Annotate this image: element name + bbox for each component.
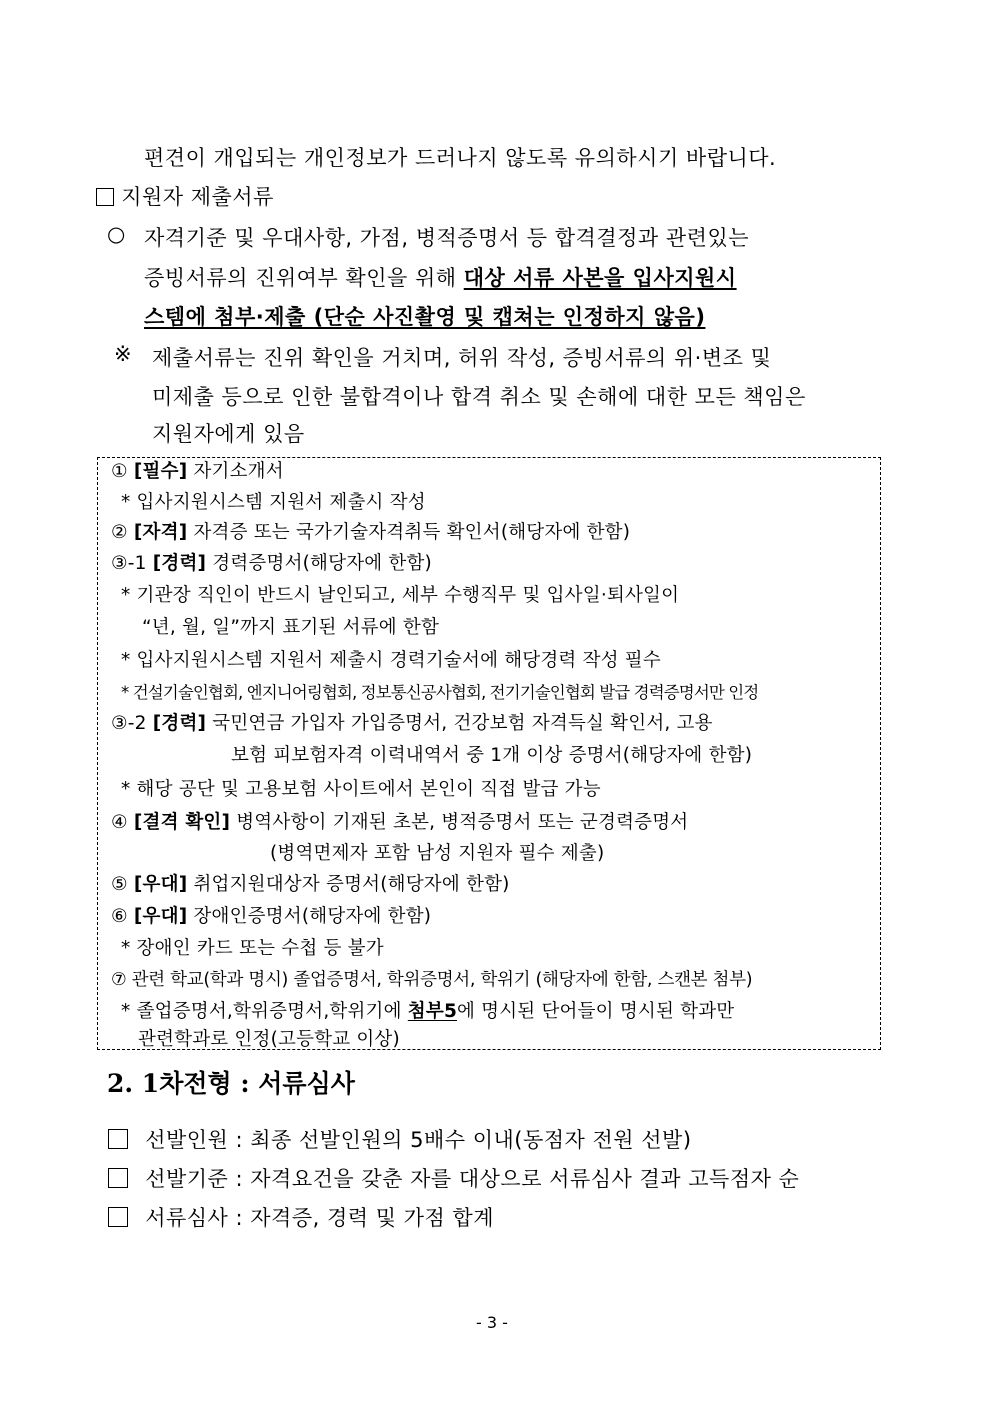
item-1-text: 자기소개서 xyxy=(193,461,284,482)
item-3-2-tag: [경력] xyxy=(152,713,207,734)
section-2-item-1 xyxy=(108,1124,692,1154)
item-3-2-sub xyxy=(121,775,601,801)
item-3-2 xyxy=(111,709,713,735)
checkbox-icon xyxy=(108,1129,128,1149)
documents-line-1: 자격기준 및 우대사항, 가점, 병적증명서 등 합격결정과 관련있는 xyxy=(144,226,750,250)
item-4-number: ④ xyxy=(111,812,128,833)
item-7-sub-bold: 첨부5 xyxy=(407,1001,458,1022)
item-1-number: ① xyxy=(111,461,128,482)
item-4-cont: (병역면제자 포함 남성 지원자 필수 제출) xyxy=(270,843,605,864)
section-2-item-2 xyxy=(108,1163,799,1193)
item-2-number: ② xyxy=(111,522,128,543)
checkbox-icon xyxy=(108,1168,128,1188)
item-4-text: 병역사항이 기재된 초본, 병적증명서 또는 군경력증명서 xyxy=(236,812,689,833)
circle-bullet-icon: ○ xyxy=(107,222,126,246)
section-2-item-1-text: 선발인원 : 최종 선발인원의 5배수 이내(동점자 전원 선발) xyxy=(145,1128,692,1152)
item-6-text: 장애인증명서(해당자에 한함) xyxy=(193,906,432,927)
item-3-1-sub-2-text: 입사지원시스템 지원서 제출시 경력기술서에 해당경력 작성 필수 xyxy=(136,650,661,671)
item-3-1-tag: [경력] xyxy=(152,553,207,574)
documents-section-title xyxy=(96,181,274,211)
item-6 xyxy=(111,902,431,928)
star-icon: * xyxy=(121,779,131,800)
item-6-sub xyxy=(121,934,384,960)
item-7-text: 관련 학교(학과 명시) 졸업증명서, 학위증명서, 학위기 (해당자에 한함, 스캔본 첨부) xyxy=(131,970,753,990)
item-1 xyxy=(111,457,284,483)
item-5 xyxy=(111,870,510,896)
item-3-2-sub-text: 해당 공단 및 고용보험 사이트에서 본인이 직접 발급 가능 xyxy=(136,779,601,800)
item-2-tag: [자격] xyxy=(133,522,188,543)
documents-line-2-prefix: 증빙서류의 진위여부 확인을 위해 xyxy=(144,266,464,290)
item-2-text: 자격증 또는 국가기술자격취득 확인서(해당자에 한함) xyxy=(193,522,631,543)
documents-line-2-bold: 대상 서류 사본을 입사지원시 xyxy=(463,266,737,290)
item-3-2-text: 국민연금 가입자 가입증명서, 건강보험 자격득실 확인서, 고용 xyxy=(212,713,713,734)
note-line-1: 제출서류는 진위 확인을 거치며, 허위 작성, 증빙서류의 위·변조 및 xyxy=(152,346,772,370)
star-icon: * xyxy=(121,585,131,606)
item-3-2-cont: 보험 피보험자격 이력내역서 중 1개 이상 증명서(해당자에 한함) xyxy=(231,745,753,766)
item-7-sub-text-a: 졸업증명서,학위증명서,학위기에 xyxy=(136,1001,408,1022)
item-3-1-sub-3 xyxy=(121,679,758,703)
page-number: - 3 - xyxy=(476,1313,508,1332)
item-3-1-text: 경력증명서(해당자에 한함) xyxy=(212,553,432,574)
item-2 xyxy=(111,518,630,544)
item-5-text: 취업지원대상자 증명서(해당자에 한함) xyxy=(193,874,510,895)
item-4-tag: [결격 확인] xyxy=(133,812,231,833)
note-line-2: 미제출 등으로 인한 불합격이나 합격 취소 및 손해에 대한 모든 책임은 xyxy=(152,385,806,409)
item-3-2-number: ③-2 xyxy=(111,713,147,734)
item-5-number: ⑤ xyxy=(111,874,128,895)
item-7-sub-cont: 관련학과로 인정(고등학교 이상) xyxy=(138,1029,400,1050)
item-3-1-sub-3-text: 건설기술인협회, 엔지니어링협회, 정보통신공사협회, 전기기술인협회 발급 경력증명서만 인정 xyxy=(132,683,759,702)
item-1-sub-text: 입사지원시스템 지원서 제출시 작성 xyxy=(136,492,426,513)
intro-line: 편견이 개입되는 개인정보가 드러나지 않도록 유의하시기 바랍니다. xyxy=(144,146,777,170)
documents-line-2 xyxy=(144,262,737,292)
item-6-tag: [우대] xyxy=(133,906,188,927)
checkbox-icon xyxy=(108,1207,128,1227)
section-2-heading: 2. 1차전형 : 서류심사 xyxy=(107,1069,355,1098)
documents-title-text: 지원자 제출서류 xyxy=(121,185,274,209)
item-6-number: ⑥ xyxy=(111,906,128,927)
item-1-tag: [필수] xyxy=(133,461,188,482)
required-documents-box xyxy=(97,457,881,1050)
item-4 xyxy=(111,808,688,834)
section-2-item-3-text: 서류심사 : 자격증, 경력 및 가점 합계 xyxy=(145,1206,494,1230)
section-2-item-2-text: 선발기준 : 자격요건을 갖춘 자를 대상으로 서류심사 결과 고득점자 순 xyxy=(145,1167,800,1191)
item-3-1-sub-1-cont: “년, 월, 일”까지 표기된 서류에 한함 xyxy=(142,617,440,638)
item-3-1-sub-2 xyxy=(121,646,661,672)
item-3-1-sub-1-text: 기관장 직인이 반드시 날인되고, 세부 수행직무 및 입사일·퇴사일이 xyxy=(136,585,680,606)
star-icon: * xyxy=(121,683,129,702)
star-icon: * xyxy=(121,492,131,513)
note-line-3: 지원자에게 있음 xyxy=(152,422,305,446)
item-5-tag: [우대] xyxy=(133,874,188,895)
item-1-sub xyxy=(121,488,426,514)
star-icon: * xyxy=(121,938,131,959)
item-3-1 xyxy=(111,549,432,575)
section-2-item-3 xyxy=(108,1202,494,1232)
item-7-sub-text-b: 에 명시된 단어들이 명시된 학과만 xyxy=(457,1001,735,1022)
item-3-1-number: ③-1 xyxy=(111,553,147,574)
star-icon: * xyxy=(121,1001,131,1022)
star-icon: * xyxy=(121,650,131,671)
documents-line-3: 스템에 첨부·제출 (단순 사진촬영 및 캡쳐는 인정하지 않음) xyxy=(144,305,706,329)
item-7-sub xyxy=(121,997,734,1023)
item-6-sub-text: 장애인 카드 또는 수첩 등 불가 xyxy=(136,938,384,959)
reference-mark-icon: ※ xyxy=(114,342,133,366)
checkbox-icon xyxy=(96,188,114,206)
item-7-number: ⑦ xyxy=(111,970,127,990)
item-7 xyxy=(111,966,752,991)
item-3-1-sub-1 xyxy=(121,581,679,607)
